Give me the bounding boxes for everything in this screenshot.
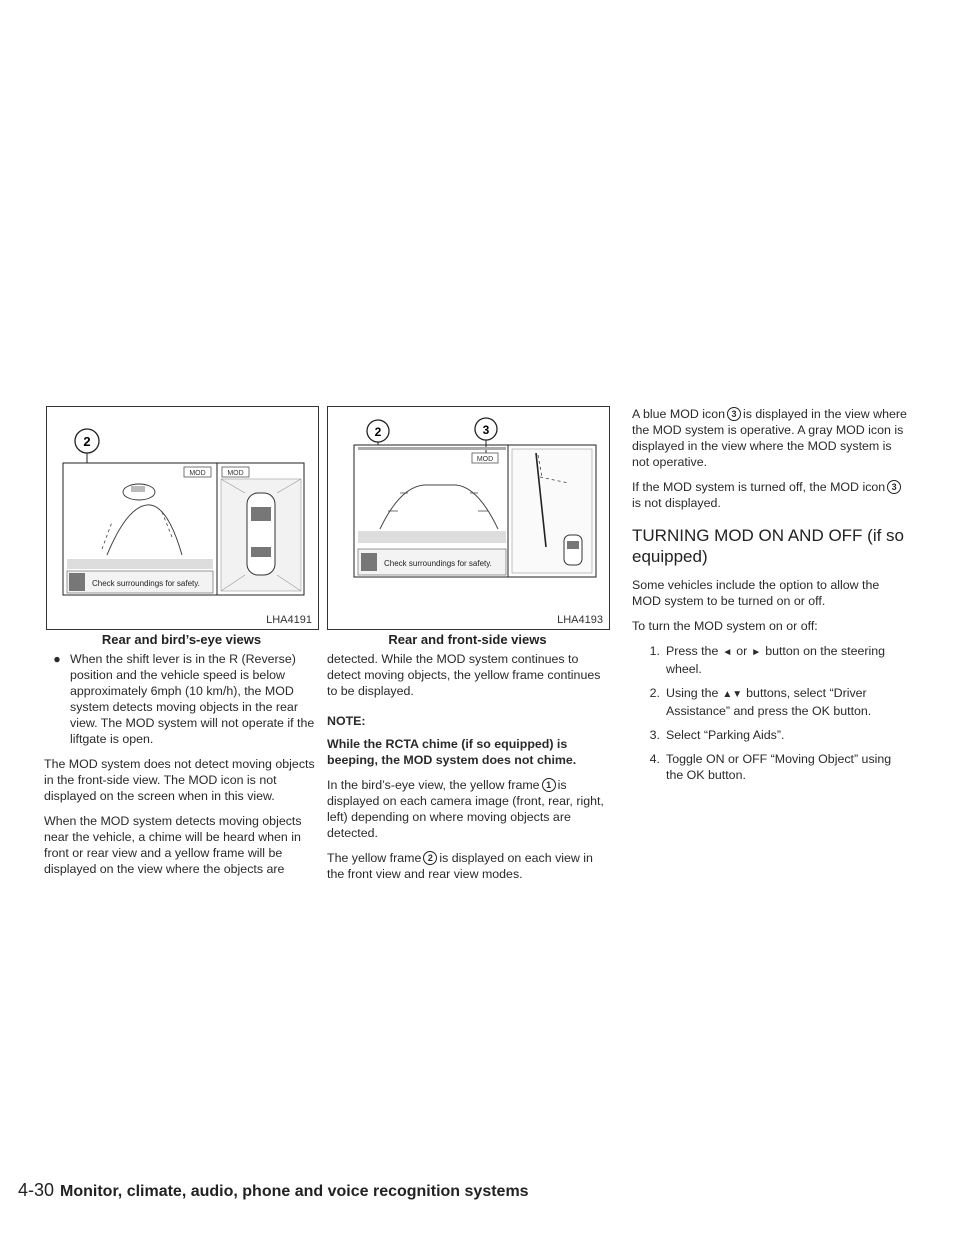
callout-1-badge: 1	[542, 778, 556, 792]
paragraph: The MOD system does not detect moving objects in the front-side view. The MOD icon is not displayed on the screen when in this view.	[44, 757, 315, 803]
car-icon-top	[247, 493, 275, 575]
bullet-item	[44, 651, 320, 747]
callout-2-label: 2	[83, 434, 91, 449]
column-3	[632, 406, 908, 791]
warning-icon	[361, 553, 377, 571]
mod-icon-left-text: MOD	[189, 470, 206, 477]
figure-1-drawing	[47, 407, 318, 629]
figure-rear-frontside	[327, 406, 610, 630]
step-item: 1. Press the ◄ or ► button on the steering wheel.	[649, 644, 886, 676]
paragraph: To turn the MOD system on or off:	[632, 619, 818, 633]
step-item: 4. Toggle ON or OFF “Moving Object” using the OK button.	[649, 752, 892, 782]
bullet-text: When the shift lever is in the R (Reverse) position and the vehicle speed is below approximately 6mph (10 km/h), the MOD system detects moving objects in the rear view. The MOD system will not operate if the liftgate is open.	[70, 652, 315, 746]
paragraph: Some vehicles include the option to allow the MOD system to be turned on or off.	[632, 578, 880, 608]
up-down-arrow-icon: ▲▼	[722, 689, 743, 700]
note-text: While the RCTA chime (if so equipped) is beeping, the MOD system does not chime.	[327, 737, 577, 767]
paragraph: If the MOD system is turned off, the MOD icon 3is not displayed.	[632, 479, 908, 511]
left-arrow-icon: ◄	[722, 647, 733, 658]
paragraph: In the bird’s-eye view, the yellow frame 1 is displayed on each camera image (front, rear, right, left) depending on where moving objects are detected.	[327, 778, 604, 840]
figure-2-code: LHA4193	[557, 614, 603, 626]
car-icon-rear	[123, 484, 155, 500]
warning-icon	[69, 573, 85, 591]
note-label: NOTE:	[327, 714, 366, 728]
callout-2-label: 2	[374, 425, 382, 439]
column-2	[327, 651, 609, 891]
callout-3-badge: 3	[887, 480, 901, 494]
step-item: 3. Select “Parking Aids”.	[649, 728, 785, 742]
figure-2-drawing	[328, 407, 609, 629]
warning-text: Check surroundings for safety.	[384, 559, 492, 568]
paragraph: A blue MOD icon 3 is displayed in the view where the MOD system is operative. A gray MOD icon is displayed in the view where the MOD system is not operative.	[632, 407, 907, 469]
figure-1-caption: Rear and bird’s-eye views	[101, 632, 262, 647]
callout-3-label: 3	[482, 423, 490, 437]
mod-icon-text: MOD	[476, 456, 494, 463]
callout-3-badge: 3	[727, 407, 741, 421]
paragraph: The yellow frame 2 is displayed on each view in the front view and rear view modes.	[327, 851, 593, 881]
step-item: 2. Using the ▲▼ buttons, select “Driver Assistance” and press the OK button.	[649, 686, 872, 718]
figure-rear-birdseye	[46, 406, 319, 630]
paragraph: When the MOD system detects moving objects near the vehicle, a chime will be heard when in front or rear view and a yellow frame will be displayed on the view where the objects are	[44, 814, 302, 876]
page-number: 4-30	[18, 1180, 55, 1200]
chapter-title: Monitor, climate, audio, phone and voice recognition systems	[60, 1183, 529, 1200]
mod-icon-right-text: MOD	[227, 470, 244, 477]
figure-2-caption: Rear and front-side views	[388, 632, 547, 647]
figure-1-code: LHA4191	[266, 614, 312, 626]
section-heading: TURNING MOD ON AND OFF (if so equipped)	[632, 526, 904, 566]
bullet-symbol: ●	[53, 652, 61, 666]
rear-view-band	[67, 559, 213, 569]
car-icon-front	[564, 535, 582, 565]
warning-text: Check surroundings for safety.	[92, 579, 200, 588]
column-1	[44, 651, 320, 886]
callout-2-badge: 2	[423, 851, 437, 865]
right-arrow-icon: ►	[751, 647, 762, 658]
paragraph: detected. While the MOD system continues to detect moving objects, the yellow frame continues to be displayed.	[327, 652, 601, 698]
page-footer	[18, 1180, 529, 1201]
